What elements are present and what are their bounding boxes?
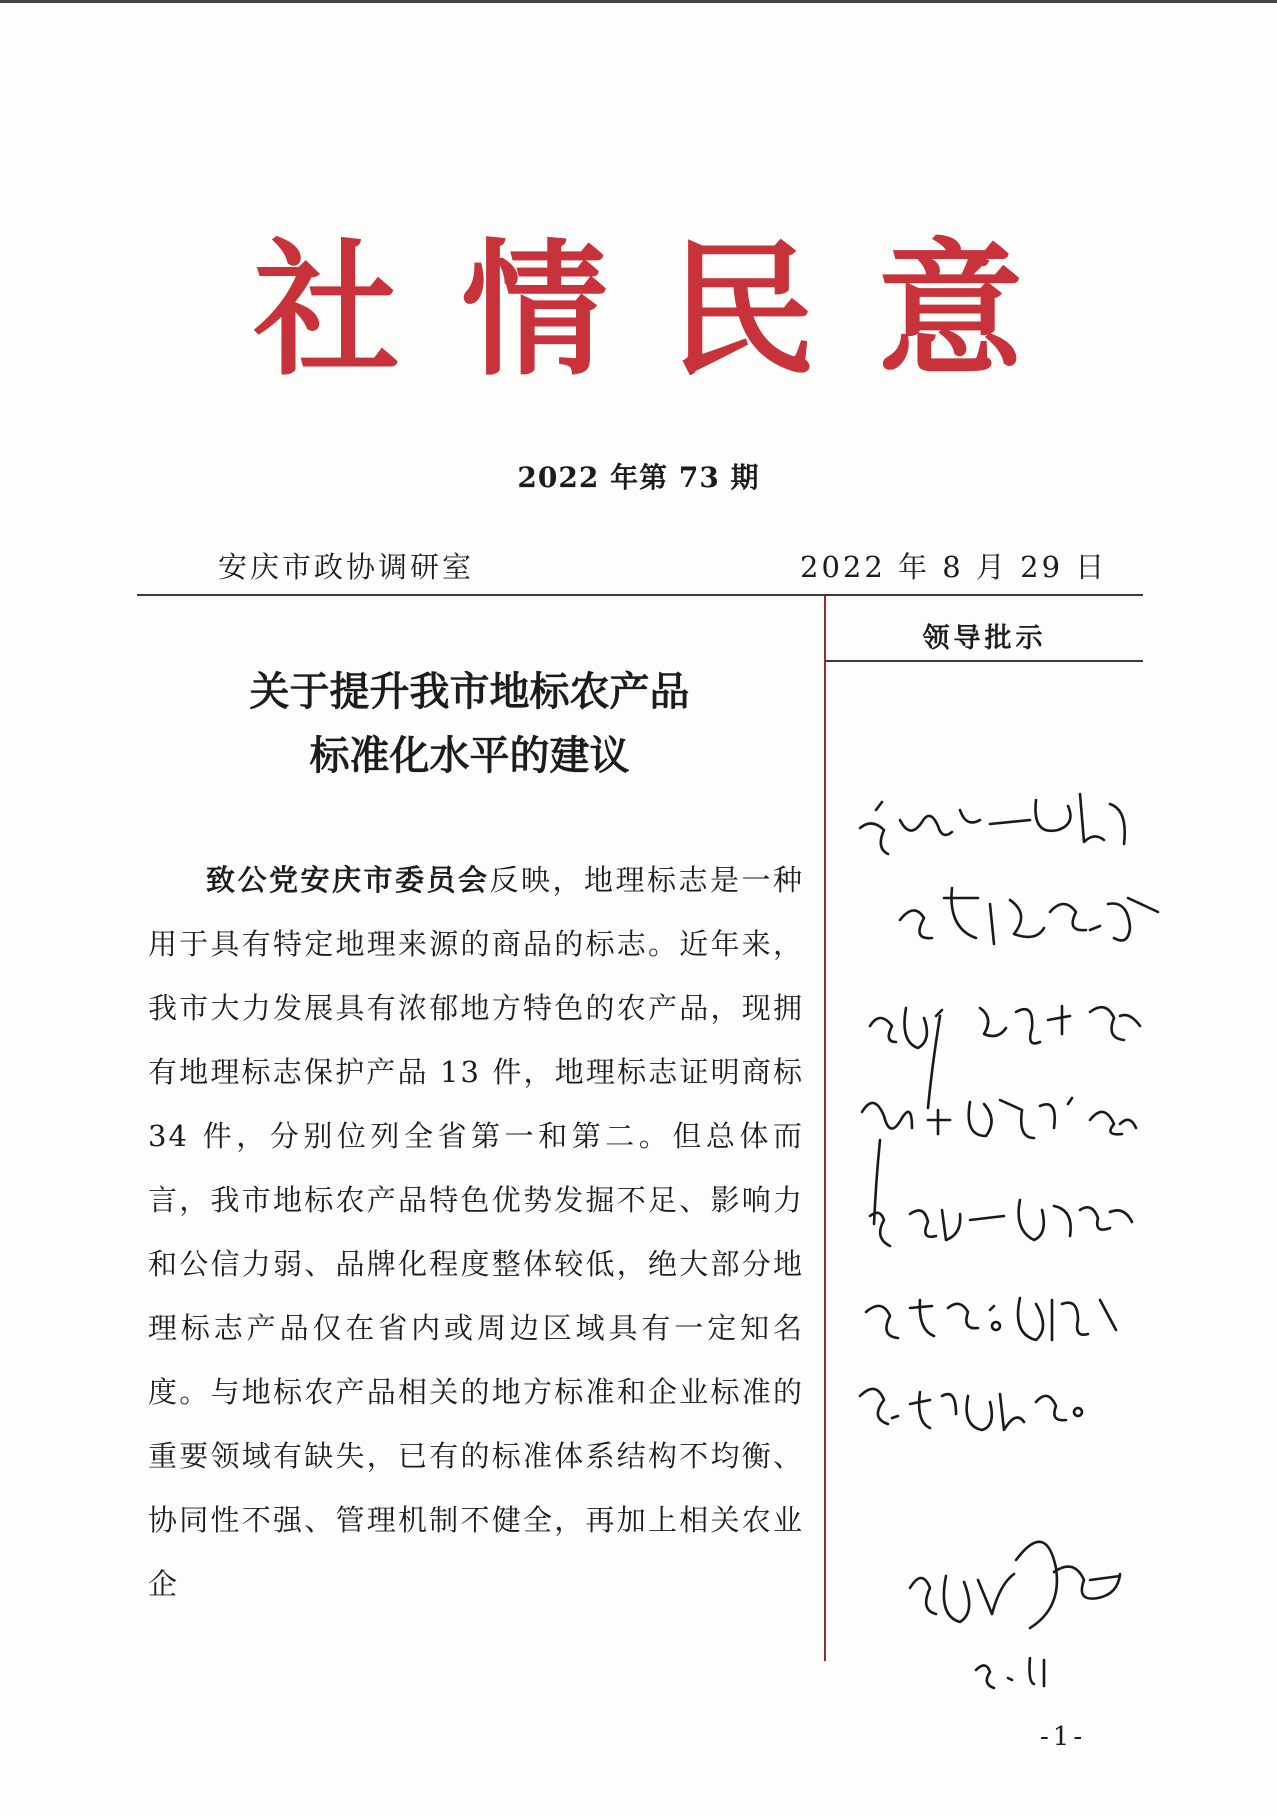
leader-instructions-header: 领导批示 bbox=[922, 623, 1047, 654]
handwriting-stroke bbox=[866, 1298, 1116, 1340]
header-divider bbox=[137, 594, 1143, 596]
handwriting-stroke bbox=[860, 1389, 1066, 1430]
handwriting-stroke bbox=[870, 1200, 1132, 1246]
page-number: -1- bbox=[1040, 1722, 1087, 1752]
issue-date: 2022 年 8 月 29 日 bbox=[800, 550, 1108, 584]
masthead-title: 社情民意 bbox=[253, 225, 1086, 396]
article-body-text: 反映，地理标志是一种用于具有特定地理来源的商品的标志。近年来，我市大力发展具有浓郁地方特色的农产品，现拥有地理标志保护产品 13 件，地理标志证明商标 34 件，分别位列全省第一和第二。但总体而言，我市地标农产品特色优势发掘不足、影响力和公信力弱、品牌化程度整体较低，绝大部分地理标志产品仅在省内或周边区域具有一定知名度。与地标农产品相关的地方标准和企业标准的重要领域有缺失，已有的标准体系结构不均衡、协同性不强、管理机制不健全，再加上相关农业企 bbox=[148, 863, 804, 1601]
signature-date bbox=[976, 1658, 1044, 1688]
handwriting-stroke bbox=[860, 794, 1125, 854]
handwriting-stroke bbox=[870, 1006, 1140, 1108]
handwriting-stroke bbox=[1074, 1408, 1082, 1416]
handwriting-stroke bbox=[900, 888, 1158, 944]
article-paragraph bbox=[148, 848, 804, 1616]
column-divider bbox=[824, 596, 826, 1661]
scan-top-edge bbox=[0, 0, 1277, 3]
article-title-line-1: 关于提升我市地标农产品 bbox=[249, 668, 690, 715]
article-title-line-2: 标准化水平的建议 bbox=[309, 732, 630, 779]
signature bbox=[910, 1542, 1120, 1628]
sidebar-divider bbox=[826, 660, 1143, 662]
article-title bbox=[137, 660, 802, 788]
handwritten-annotation bbox=[840, 780, 1277, 1700]
article-body bbox=[148, 848, 804, 1616]
handwriting-stroke bbox=[992, 1322, 1000, 1330]
issue-number: 2022 年第 73 期 bbox=[517, 461, 760, 494]
issuing-office: 安庆市政协调研室 bbox=[218, 550, 475, 584]
handwriting-stroke bbox=[862, 1098, 1136, 1224]
article-lead-source: 致公党安庆市委员会 bbox=[206, 863, 490, 897]
